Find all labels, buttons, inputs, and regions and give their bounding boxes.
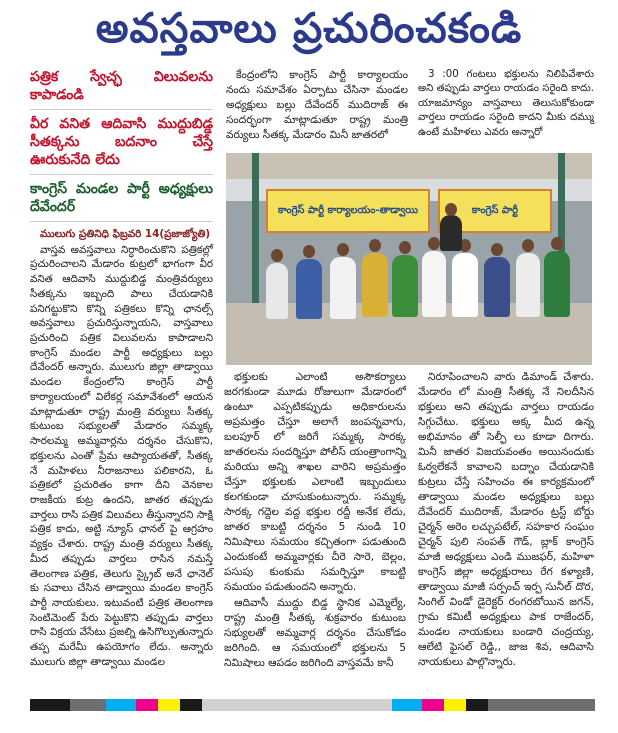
photo-person [330,257,356,319]
dateline: ములుగు ప్రతినిధి ఫిబ్రవరి 14(ప్రజాజ్యోతి) [40,228,211,240]
column-3-bottom [418,370,594,671]
color-bar-segment [106,699,136,711]
photo-banner-left: కాంగ్రెస్ పార్టీ కార్యాలయం-తాడ్వాయి [266,189,430,233]
color-bar-segment [30,699,70,711]
deck-line-1: పత్రిక స్వేచ్ఛ విలువలను కాపాడండి [30,69,213,103]
photo-roof [226,153,592,179]
photo-person [484,257,510,317]
photo-person-head [551,237,563,250]
photo-person-head [303,245,315,258]
color-bar-segment [202,699,392,711]
photo-person-head [445,203,457,216]
column-3-top [418,68,594,141]
body-paragraph: భక్తులకు ఎలాంటి అసౌకర్యాలు జరగకుండా మూడు రోజులుగా మేడారంలో ఉంటూ ఎప్పటికప్పుడు అధికారులను అప్రమత్తం చేస్తూ అలాగే జంపన్నవాగు, బలపూర్ లో జరిగే సమ్మక్క సారక్క జాతరలను సందర్శిస్తూ పోలీస్ యంత్రాంగాన్ని మరియు అన్ని శాఖల వారిని అప్రమత్తం చేస్తూ భక్తులకు ఎలాంటి ఇబ్బందులు కలగకుండా చూసుకుంటున్నారు. సమ్మక్క సారక్క గద్దెల వద్ద భక్తుల రద్దీ అనేక లేదు, జాతర కాబట్టి దర్శనం 5 నుండి 10 నిమిషాలు సమయం కచ్చితంగా పడుతుంది ఎందుకంటే అమ్మవార్లకు చీరె సారె, బెల్లం, పసుపు కుంకుమ సమర్పిస్తూ కాబట్టి సమయం పడుతుందని అన్నారు. [224,371,406,593]
deck-divider [30,174,213,175]
color-bar-segment [392,699,422,711]
color-bar-segment [466,699,488,711]
photo-person-head [428,237,440,250]
photo-person [516,253,540,317]
print-color-bar [30,698,595,712]
color-bar-segment [158,699,180,711]
photo-person [392,255,418,317]
photo-person [544,251,570,317]
color-bar-segment [488,699,595,711]
deck-divider [30,109,213,110]
photo-person-head [399,241,411,254]
photo-person-head [369,239,381,252]
news-photo [226,153,592,365]
photo-person [266,263,288,319]
color-bar-segment [70,699,106,711]
photo-person [362,253,388,317]
photo-person [452,253,478,317]
deck-line-3: కాంగ్రెస్ మండల పార్టీ అధ్యక్షులు దేవేందర్ [30,181,213,215]
color-bar-segment [444,699,466,711]
photo-person-head [337,243,349,256]
body-paragraph: కేంద్రంలోని కాంగ్రెస్ పార్టీ కార్యాలయం నందు సమావేశం ఏర్పాటు చేసినా మండల అధ్యక్షులు బల్లు దేవేందర్ ముదిరాజ్ ఈ సందర్భంగా మాట్లాడుతూ రాష్ట్ర మంత్రి వర్యులు సీతక్క మేడారం మినీ జాతరలో [226,69,408,141]
column-2-top [226,68,408,144]
body-paragraph: నిరూపించాలని వారు డిమాండ్ చేశారు. మేడారం లో మంత్రి సీతక్క నే నిలదీసిన భక్తులు అని తప్పుడు వార్తలు రాయడం సిగ్గుచేటు. భక్తులు అక్క మీద ఉన్న అభిమానం తో సెల్ఫీ లు కూడా దిగారు. మినీ జాతర విజయవంతం అయినందుకు ఓర్వలేకనే కావాలని బద్నాం చేయడానికి కుట్రలు చేస్తే సహించం ఈ కార్యక్రమంలో తాడ్వాయి మండల అధ్యక్షులు బల్లు దేవేందర్ ముదిరాజ్, మేడారం ట్రస్ట్ బోర్డు చైర్మన్ అరెం లచ్చుపటేల్, సహకార సంఘం చైర్మన్ పులి సంపత్ గౌడ్, బ్లాక్ కాంగ్రెస్ మాజీ అధ్యక్షులు ఎండి ముజఫర్, మహిళా కాంగ్రెస్ జిల్లా అధ్యక్షురాలు రేగ కళ్యాణి, తాడ్వాయి మాజీ సర్పంచ్ ఇర్ప సునీల్ దొర, సింగిల్ విండో డైరెక్టర్ రంగరబోయిన జగన్, గ్రామ కమిటీ అధ్యక్షులు పాక రాజేందర్, మండల నాయకులు బండారి చంద్రయ్య, ఆలేటి ఫైసల్ రెడ్డి,, జాజ శివ, ఆదివాసి నాయకులు పాల్గొన్నారు. [418,371,594,668]
headline: అవస్తవాలు ప్రచురించకండి [95,4,523,52]
body-paragraph: 3 :00 గంటలు భక్తులను నిలిపివేశారు అని తప్పుడు వార్తలు రాయడం సరైంది కాదు. యాజమాన్యం వాస్తవాలు తెలుసుకోకుండా వార్తలు రాయడం సరైంది కాదని మీకు దమ్ము ఉంటే మహిళలు ఎవరు అన్నారో [418,69,594,138]
column-1 [30,68,213,671]
column-2-bottom [224,370,406,672]
photo-person-head [522,239,534,252]
photo-person [422,251,446,317]
body-paragraph: ఆదివాసీ ముద్దు బిడ్డ స్థానిక ఎమ్మెల్యే, రాష్ట్ర మంత్రి సీతక్క శుక్రవారం కుటుంబ సభ్యులతో అమ్మవార్ల దర్శనం చేసుకోడం జరిగింది. ఆ సమయంలో భక్తులను 5 నిమిషాలు ఆపడం జరిగింది వాస్తవమే కానీ [224,597,406,669]
photo-person [440,215,462,251]
deck-divider [30,221,213,222]
color-bar-segment [180,699,202,711]
photo-person-head [491,243,503,256]
photo-banner-right: కాంగ్రెస్ పార్టీ [438,189,552,233]
photo-person [296,259,322,319]
color-bar-segment [136,699,158,711]
deck-line-2: వీర వనిత ఆదివాసి ముద్దుబిడ్డ సీతక్కను బదనాం చేస్తే ఊరుకునేది లేదు [30,116,213,168]
color-bar-segment [422,699,444,711]
photo-person-head [271,249,283,262]
body-paragraph: వాస్తవ అవస్తవాలు నిర్ధారించుకొని పత్రికల్లో ప్రచురించాలని మేడారం కుట్రలో భాగంగా వీర వనిత ఆదివాసి ముద్దుబిడ్డ మంత్రివర్యులు సీతక్కను ఇబ్బంది పాలు చేయడానికి పనిగట్టుకొని కొన్ని పత్రికలు కొన్ని ఛానల్స్ అవస్తవాలు ప్రచురిస్తున్నాయని, వాస్తవాలు ప్రచురించి పత్రిక విలువలను కాపాడాలని కాంగ్రెస్ మండల పార్టీ అధ్యక్షులు బల్లు దేవేందర్ అన్నారు. ములుగు జిల్లా తాడ్వాయి మండల కేంద్రంలోని కాంగ్రెస్ పార్టీ కార్యాలయంలో విలేకర్ల సమావేశంలో ఆయన మాట్లాడుతూ రాష్ట్ర మంత్రి వర్యులు సీతక్క కుటుంబ సభ్యులతో మేడారం సమ్మక్క సారలమ్మ అమ్మవార్లను దర్శనం చేసుకొని, భక్తులను ఎంతో ప్రేమ ఆప్యాయతతో, సీతక్క నే మహిళలు నీరాజనాలు పలికారని, ఓ పత్రికలో ప్రచురితం కాగా దీని వెనకాల రాజకీయ కుట్ర ఉందని, జాతర తప్పుడు వార్తలు రాసి పత్రిక విలువలు తీస్తున్నారని సాక్షి పత్రిక కాదు, అట్టి న్యూస్ ఛానల్ పై ఆగ్రహం వ్యక్తం చేశారు. రాష్ట్ర మంత్రి వర్యులు సీతక్క మీద తప్పుడు వార్తలు రాసిన నమస్తే తెలంగాణ పత్రిక, తెలుగు స్క్రైబ్ అనే ఛానెల్ కు సవాలు చేసిన తాడ్వాయి మండల కాంగ్రెస్ పార్టీ నాయకులు. ఇటువంటి పత్రిక తెలంగాణ సెంటిమెంట్ పేరు పెట్టుకొని తప్పుడు వార్తలు రాసి విక్రయ వేసేటు ప్రజల్ని ఉసిగొల్పుతున్నారు తప్ప మరేమీ ఉపయోగం లేదు. అన్నారు ములుగు జిల్లా తాడ్వాయి మండల [30,243,213,668]
